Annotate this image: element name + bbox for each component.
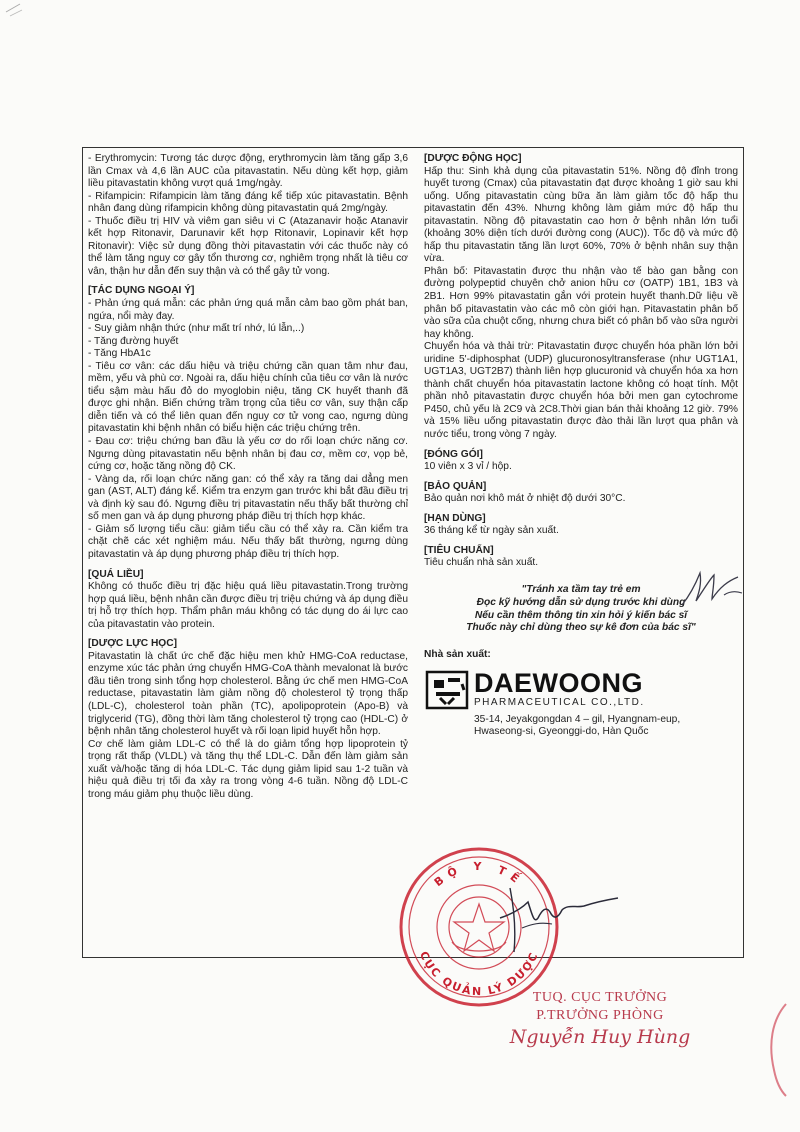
section-gap xyxy=(424,474,738,481)
approval-signer-name: Nguyễn Huy Hùng xyxy=(509,1026,691,1048)
paragraph: - Erythromycin: Tương tác dược động, erythromycin làm tăng gấp 3,6 lần Cmax và 4,6 lần AUC của pitavastatin. Nếu dùng kết hợp, giảm liều pitavastatin không vượt quá 1mg/ngày. xyxy=(88,153,408,190)
paragraph: - Rifampicin: Rifampicin làm tăng đáng kể tiếp xúc pitavastatin. Bệnh nhân đang dùng rifampicin không dùng pitavastatin quá 2mg/ngày. xyxy=(88,190,408,215)
brand-name: DAEWOONG xyxy=(474,668,643,699)
section-heading: [HẠN DÙNG] xyxy=(424,512,486,524)
paragraph: - Giảm số lượng tiểu cầu: giảm tiểu cầu có thể xảy ra. Cần kiểm tra chặt chẽ các xét nghiệm máu. Nếu thấy bất thường, ngưng dùng pitavastatin và áp dụng phương pháp điều trị thích hợp. xyxy=(88,523,408,560)
address-line: Hwaseong-si, Gyeonggi-do, Hàn Quốc xyxy=(474,726,649,738)
section-gap xyxy=(424,506,738,513)
stamp-bottom-text: CỤC QUẢN LÝ DƯỢC xyxy=(416,949,542,999)
section-heading: [TIÊU CHUẨN] xyxy=(424,544,494,556)
manufacturer-address xyxy=(474,714,738,739)
edge-stamp-fragment xyxy=(758,1000,788,1100)
section-gap xyxy=(424,442,738,449)
manufacturer-logo xyxy=(424,666,738,712)
paragraph: 36 tháng kể từ ngày sản xuất. xyxy=(424,525,559,537)
paragraph: - Đau cơ: triệu chứng ban đầu là yếu cơ do rối loạn chức năng cơ. Ngưng dùng pitavastatin nếu bệnh nhân bị đau cơ, mềm cơ, vọp bẻ, cứng cơ, hoặc tăng nồng độ CK. xyxy=(88,436,408,473)
paragraph: - Vàng da, rối loạn chức năng gan: có thể xảy ra tăng dai dẳng men gan (AST, ALT) đáng kể. Kiểm tra enzym gan trước khi bắt đầu điều trị và định kỳ sau đó. Ngưng điều trị pitavastatin nếu thấy bất thường chỉ số men gan và áp dụng phương pháp điều trị thích hợp khác. xyxy=(88,473,408,523)
paragraph: - Tăng đường huyết xyxy=(88,335,179,347)
approval-block xyxy=(480,990,720,1048)
section-heading: [QUÁ LIỀU] xyxy=(88,568,144,580)
section-gap xyxy=(424,538,738,545)
section-heading: [TÁC DỤNG NGOẠI Ý] xyxy=(88,285,195,297)
section-heading: [ĐÓNG GÓI] xyxy=(424,448,483,460)
section-heading: [BẢO QUẢN] xyxy=(424,480,487,492)
paragraph: Chuyển hóa và thải trừ: Pitavastatin được chuyển hóa phần lớn bởi uridine 5'-diphosphat (UDP) glucuronosyltransferase (như UGT1A1, UGT1A3, UGT2B7) thành liên hợp glucuronid và chuyển hóa xa hơn thành chất chuyển hóa pitavastatin lactone không có hoạt tính. Một phần nhỏ pitavastatin được chuyển hóa bởi men gan cytochrome P450, chủ yếu là 2C9 và 2C8.Thời gian bán thải khoảng 12 giờ. 79% và 15% liều uống pitavastatin được đào thải lần lượt qua phân và nước tiểu, trong vòng 7 ngày. xyxy=(424,341,738,441)
left-column xyxy=(88,153,408,801)
paragraph: Hấp thu: Sinh khả dụng của pitavastatin 51%. Nồng độ đỉnh trong huyết tương (Cmax) của pitavastatin đạt được khoảng 1 giờ sau khi uống. Uống pitavastatin cùng bữa ăn làm giảm tốc độ hấp thu pitavastatin đến 43%. Nhưng không làm giảm mức độ hấp thu pitavastatin. Nồng độ pitavastatin cao hơn ở bệnh nhân lớn tuổi (khoảng 30% diện tích dưới đường cong (AUC)). Tốc độ và mức độ hấp thu pitavastatin tăng lần lượt 60%, 70% ở bệnh nhân suy thận vừa. xyxy=(424,165,738,265)
right-sections xyxy=(424,153,738,570)
approval-subtitle: P.TRƯỞNG PHÒNG xyxy=(536,1008,664,1023)
brand-subtitle: PHARMACEUTICAL CO.,LTD. xyxy=(474,697,645,709)
scan-corner-mark xyxy=(0,0,60,40)
warning-line: "Tránh xa tầm tay trẻ em xyxy=(521,583,641,595)
initial-signature xyxy=(676,565,746,610)
paragraph: Phân bố: Pitavastatin được thu nhận vào tế bào gan bằng con đường polypeptid chuyên chở anion hữu cơ (OATP) 1B1, 1B3 và 2B1. Hơn 99% pitavastatin gắn với protein huyết thanh.Dữ liệu về phân bố pitavastatin vào các mô còn giới hạn. Pitavastatin phân bố vào sữa của chuột cống, nhưng chưa biết có phân bố vào sữa người hay không. xyxy=(424,265,738,340)
paragraph: Không có thuốc điều trị đặc hiệu quá liều pitavastatin.Trong trường hợp quá liều, bệnh nhân cần được điều trị triệu chứng và áp dụng điều trị hỗ trợ thích hợp. Thẩm phân máu không có tác dụng do ái lực cao của pitavastatin vào protein. xyxy=(88,581,408,630)
daewoong-bear-logo-icon xyxy=(424,666,470,712)
warning-line: Đọc kỹ hướng dẫn sử dụng trước khi dùng xyxy=(476,596,686,608)
warning-line: Nếu cần thêm thông tin xin hỏi ý kiến bác sĩ xyxy=(474,609,688,621)
approval-title: TUQ. CỤC TRƯỞNG xyxy=(532,990,668,1005)
section-gap xyxy=(88,562,408,569)
approver-signature xyxy=(492,878,622,958)
paragraph: 10 viên x 3 vỉ / hộp. xyxy=(424,461,512,473)
paragraph: - Thuốc điều trị HIV và viêm gan siêu vi C (Atazanavir hoặc Atanavir kết hợp Ritonavir, Darunavir kết hợp Ritonavir, Lopinavir kết hợp Ritonavir): Việc sử dụng đồng thời pitavastatin với các thuốc này có thể làm tăng nguy cơ gây tổn thương cơ, nghiêm trọng nhất là tiêu cơ vân, thận hư dẫn đến suy thận và có thể gây tử vong. xyxy=(88,215,408,277)
paragraph: Bảo quản nơi khô mát ở nhiệt độ dưới 30°C. xyxy=(424,493,626,505)
paragraph: Cơ chế làm giảm LDL-C có thể là do giảm tổng hợp lipoprotein tỷ trọng rất thấp (VLDL) và tăng thụ thể LDL-C. Dẫn đến làm giảm sản xuất và/hoặc tăng dị hóa LDL-C. Tác dụng giảm lipid sau 1-2 tuần và hiệu quả điều trị tối đa xảy ra trong vòng 4-6 tuần. Nồng độ LDL-C trong máu giảm phụ thuộc liều dùng. xyxy=(88,738,408,800)
paragraph: - Tiêu cơ vân: các dấu hiệu và triệu chứng cần quan tâm như đau, mềm, yếu và phù cơ. Ngoài ra, dấu hiệu chính của tiêu cơ vân là nước tiểu sậm màu hấu đỏ do myoglobin niệu, tăng CK huyết thanh đã được ghi nhận. Biến chứng trầm trọng của tiêu cơ vân, suy thận cấp diễn tiến và có thể liên quan đến nguy cơ tử vong cao, ngưng dùng pitavastatin khi bệnh nhân có biểu hiện các triệu chứng trên. xyxy=(88,360,408,435)
paragraph: - Phản ứng quá mẫn: các phản ứng quá mẫn cảm bao gồm phát ban, ngứa, nổi mày đay. xyxy=(88,298,408,322)
stamp-top-text: BỘ Y TẾ xyxy=(431,859,527,890)
warning-line: Thuốc này chỉ dùng theo sự kê đơn của bác sĩ" xyxy=(466,622,696,634)
paragraph: - Suy giảm nhận thức (như mất trí nhớ, lú lẫn,..) xyxy=(88,323,305,335)
paragraph: Pitavastatin là chất ức chế đặc hiệu men khử HMG-CoA reductase, enzyme xúc tác phản ứng chuyển HMG-CoA thành mevalonat là bước đầu tiên trong sinh tổng hợp cholesterol. Bằng ức chế men HMG-CoA reductase, pitavastatin làm giảm nồng độ cholesterol tỷ trọng thấp (LDL-C), cholesterol toàn phần (TC), apolipoprotein (Apo-B) và triglycerid (TG), đồng thời làm tăng cholesterol tỷ trọng cao (HDL-C) ở bệnh nhân tăng cholesterol huyết và rối loạn lipid huyết hỗn hợp. xyxy=(88,650,408,738)
paragraph: - Tăng HbA1c xyxy=(88,348,151,360)
address-line: 35-14, Jeyakgongdan 4 – gil, Hyangnam-eup, xyxy=(474,713,681,725)
section-heading: [DƯỢC LỰC HỌC] xyxy=(88,638,177,650)
section-gap xyxy=(88,631,408,638)
manufacturer-label: Nhà sản xuất: xyxy=(424,649,491,661)
section-heading: [DƯỢC ĐỘNG HỌC] xyxy=(424,153,522,164)
paragraph: Tiêu chuẩn nhà sản xuất. xyxy=(424,557,539,569)
right-column xyxy=(424,153,738,739)
